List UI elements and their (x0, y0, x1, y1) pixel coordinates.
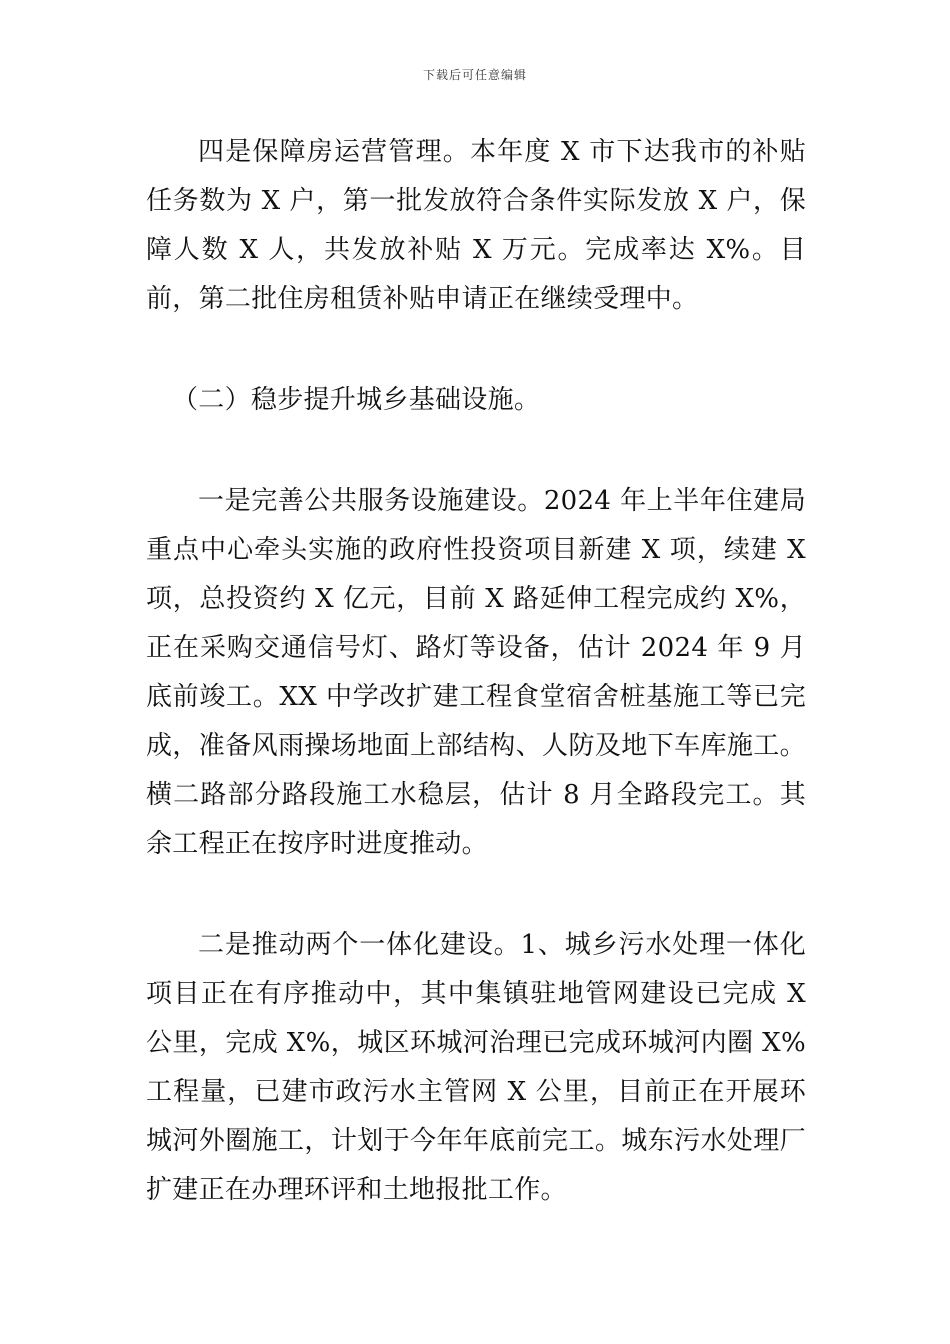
document-body (146, 128, 806, 1215)
paragraph-integration-construction: 二是推动两个一体化建设。1、城乡污水处理一体化项目正在有序推动中，其中集镇驻地管网建设已完成 X 公里，完成 X%，城区环城河治理已完成环城河内圈 X%工程量，已建市政污水主管网 X 公里，目前正在开展环城河外圈施工，计划于今年年底前完工。城东污水处理厂扩建正在办理环评和土地报批工作。 (146, 930, 806, 1205)
header-note: 下载后可任意编辑 (422, 68, 527, 82)
section-heading: （二）稳步提升城乡基础设施。 (172, 385, 541, 415)
paragraph-public-facilities: 一是完善公共服务设施建设。2024 年上半年住建局重点中心牵头实施的政府性投资项目新建 X 项，续建 X 项，总投资约 X 亿元，目前 X 路延伸工程完成约 X%，正在采购交通信号灯、路灯等设备，估计 2024 年 9 月底前竣工。XX 中学改扩建工程食堂宿舍桩基施工等已完成，准备风雨操场地面上部结构、人防及地下车库施工。横二路部分路段施工水稳层，估计 8 月全路段完工。其余工程正在按序时进度推动。 (146, 486, 807, 859)
paragraph-housing-management: 四是保障房运营管理。本年度 X 市下达我市的补贴任务数为 X 户，第一批发放符合条件实际发放 X 户，保障人数 X 人，共发放补贴 X 万元。完成率达 X%。目前，第二批住房租赁补贴申请正在继续受理中。 (146, 137, 806, 314)
